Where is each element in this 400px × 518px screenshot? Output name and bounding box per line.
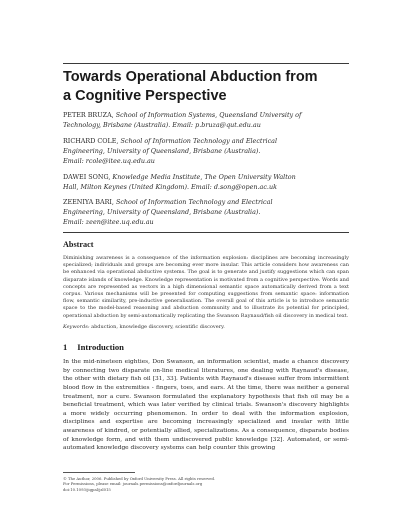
copyright-footnote bbox=[63, 476, 349, 492]
top-rule bbox=[63, 63, 349, 64]
footnote-doi: doi:10.1093/jigpal/jzl015 bbox=[63, 486, 111, 492]
title-line-1: Towards Operational Abduction from bbox=[63, 69, 318, 85]
section-number: 1 bbox=[63, 342, 68, 352]
author-name: DAWEI SONG, bbox=[63, 173, 111, 181]
author-block-song bbox=[63, 173, 355, 193]
author-affiliation: School of Information Technology and Electrical bbox=[113, 198, 273, 206]
keywords-text: abduction, knowledge discovery, scientific discovery. bbox=[89, 324, 225, 330]
title-line-2: a Cognitive Perspective bbox=[63, 87, 227, 104]
footnote-copyright: © The Author, 2006. Published by Oxford University Press. All rights reserved. bbox=[63, 476, 216, 481]
author-block-cole bbox=[63, 137, 355, 166]
author-affiliation-line: Engineering, University of Queensland, Brisbane (Australia). bbox=[63, 207, 261, 216]
author-block-bruza bbox=[63, 111, 355, 131]
author-name: PETER BRUZA, bbox=[63, 111, 114, 119]
abstract-body: Diminishing awareness is a consequence of the information explosion: disciplines are becoming increasingly specialized; individuals and groups are becoming ever more insular. This article considers how awareness can be enhanced via operational abductive systems. The goal is to generate and justify suggestions which can span disparate islands of knowledge. Knowledge representation is motivated from a cognitive perspective. Words and concepts are represented as vectors in a high dimensional semantic space automatically derived from a text corpus. Various mechanisms will be presented for computing suggestions from semantic space: information flow, semantic similarity, pre-inductive generalisation. The overall goal of this article is to introduce semantic space to the model-based reasoning and abduction community and to illustrate its potential for principled, operational abduction by semi-automatically replicating the Swanson Raynaud/fish oil discovery in medical text. bbox=[63, 255, 349, 319]
keywords-line bbox=[63, 324, 349, 331]
abstract-rule bbox=[63, 232, 349, 233]
footnote-rule bbox=[63, 472, 135, 473]
introduction-body: In the mid-nineteen eighties, Don Swanson, an information scientist, made a chance discovery by connecting two disparate on-line medical literatures, one dealing with Raynaud's disease, the other with dietary fish oil [31, 33]. Patients with Raynaud's disease suffer from intermittent blood flow in the extremities - fingers, toes, and ears. At the time, there was neither a general treatment, nor a cure. Swanson formulated the explanatory hypothesis that fish oil may be a beneficial treatment, which was later verified by clinical trials. Swanson's discovery highlights a more widely occurring phenomenon. In order to deal with the information explosion, disciplines and expertise are becoming increasingly specialized and insular with little awareness of kindred, or potentially allied, specializations. As a consequence, disparate bodies of knowledge form, and with them undiscovered public knowledge [32]. Automated, or semi-automated knowledge discovery systems can help counter this growing bbox=[63, 359, 349, 452]
author-name: ZEENIYA BARI, bbox=[63, 198, 114, 206]
author-affiliation-line: Technology, Brisbane (Australia). Email: p.bruza@qut.edu.au bbox=[63, 120, 261, 129]
section-title: Introduction bbox=[77, 342, 124, 352]
author-affiliation: School of Information Technology and Electrical bbox=[118, 137, 278, 145]
keywords-label: Keywords: bbox=[63, 324, 90, 330]
abstract-heading: Abstract bbox=[63, 240, 94, 249]
author-block-bari bbox=[63, 198, 355, 227]
author-affiliation: Knowledge Media Institute, The Open University Walton bbox=[110, 173, 296, 181]
section-heading-introduction bbox=[63, 342, 124, 353]
footnote-permissions: For Permissions, please email: journals.permissions@oxfordjournals.org bbox=[63, 481, 203, 487]
author-email-line: Email: zeen@itee.uq.edu.au bbox=[63, 217, 154, 226]
author-affiliation-line: Hall, Milton Keynes (United Kingdom). Email: d.song@open.ac.uk bbox=[63, 182, 277, 191]
paper-title bbox=[63, 68, 363, 105]
author-affiliation: School of Information Systems, Queensland University of bbox=[113, 111, 302, 119]
author-name: RICHARD COLE, bbox=[63, 137, 119, 145]
author-email-line: Email: rcole@itee.uq.edu.au bbox=[63, 156, 155, 165]
author-affiliation-line: Engineering, University of Queensland, Brisbane (Australia). bbox=[63, 146, 261, 155]
